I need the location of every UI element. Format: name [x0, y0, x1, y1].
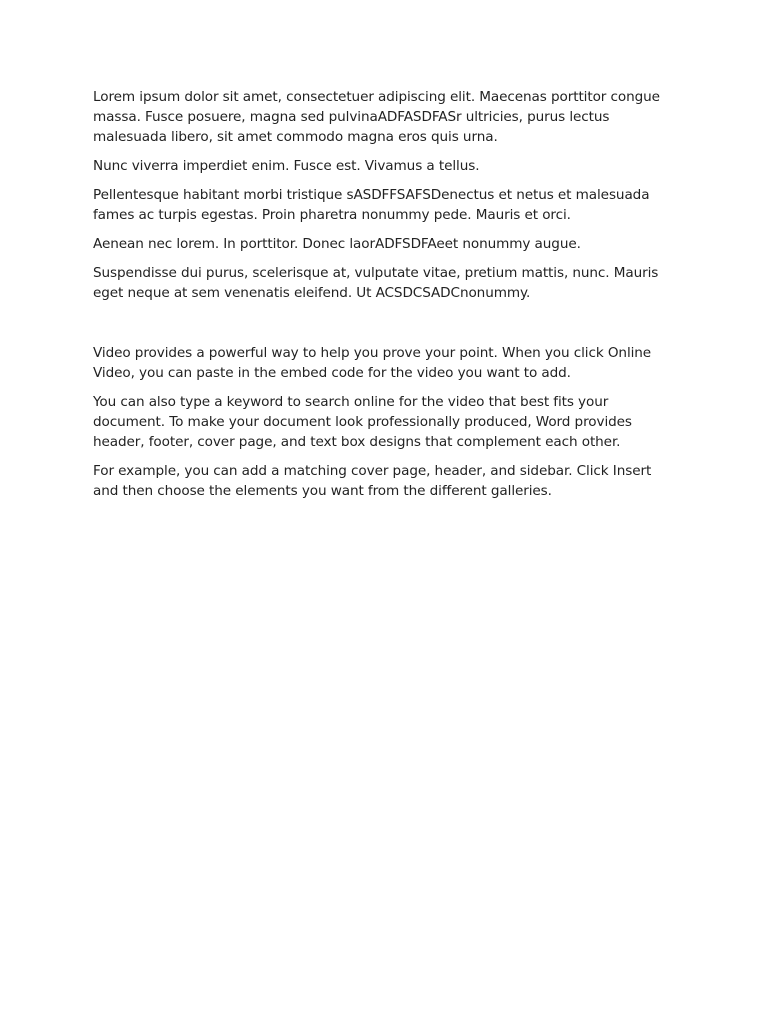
paragraph: You can also type a keyword to search online for the video that best fits your document. To make your document look professionally produced, Word provides header, footer, cover page, and text box designs that complement each other.: [93, 394, 632, 450]
paragraph: Video provides a powerful way to help you prove your point. When you click Online Video, you can paste in the embed code for the video you want to add.: [93, 345, 652, 381]
document-body: [93, 87, 678, 510]
paragraph: Lorem ipsum dolor sit amet, consectetuer adipiscing elit. Maecenas porttitor congue massa. Fusce posuere, magna sed pulvinaADFASDFASr ultricies, purus lectus malesuada libero, sit amet commodo magna eros quis urna.: [93, 89, 660, 145]
paragraph: Nunc viverra imperdiet enim. Fusce est. Vivamus a tellus.: [93, 158, 480, 174]
paragraph: Pellentesque habitant morbi tristique sASDFFSAFSDenectus et netus et malesuada fames ac turpis egestas. Proin pharetra nonummy pede. Mauris et orci.: [93, 187, 650, 223]
paragraph: For example, you can add a matching cover page, header, and sidebar. Click Insert and then choose the elements you want from the different galleries.: [93, 463, 652, 499]
paragraph: Aenean nec lorem. In porttitor. Donec laorADFSDFAeet nonummy augue.: [93, 236, 581, 252]
paragraph: Suspendisse dui purus, scelerisque at, vulputate vitae, pretium mattis, nunc. Mauris eget neque at sem venenatis eleifend. Ut ACSDCSADCnonummy.: [93, 265, 659, 301]
